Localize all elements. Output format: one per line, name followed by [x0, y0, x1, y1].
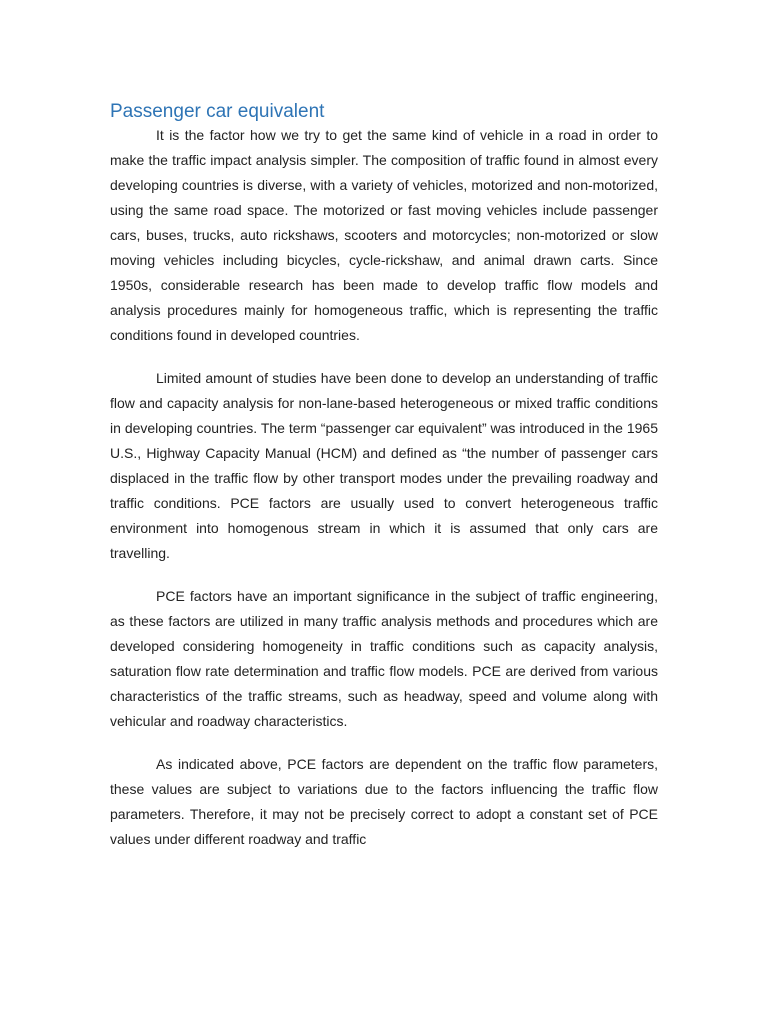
paragraph-4: As indicated above, PCE factors are dependent on the traffic flow parameters, these values are subject to variations due to the factors influencing the traffic flow parameters. Therefore, it may not be precisely correct to adopt a constant set of PCE values under different roadway and traffic [110, 756, 658, 847]
paragraph-1: It is the factor how we try to get the same kind of vehicle in a road in order to make the traffic impact analysis simpler. The composition of traffic found in almost every developing countries is diverse, with a variety of vehicles, motorized and non-motorized, using the same road space. The motorized or fast moving vehicles include passenger cars, buses, trucks, auto rickshaws, scooters and motorcycles; non-motorized or slow moving vehicles including bicycles, cycle-rickshaw, and animal drawn carts. Since 1950s, considerable research has been made to develop traffic flow models and analysis procedures mainly for homogeneous traffic, which is representing the traffic conditions found in developed countries. [110, 127, 658, 343]
paragraph-3: PCE factors have an important significance in the subject of traffic engineering, as these factors are utilized in many traffic analysis methods and procedures which are developed considering homogeneity in traffic conditions such as capacity analysis, saturation flow rate determination and traffic flow models. PCE are derived from various characteristics of the traffic streams, such as headway, speed and volume along with vehicular and roadway characteristics. [110, 588, 658, 729]
document-body [110, 101, 658, 852]
section-heading: Passenger car equivalent [110, 101, 325, 122]
paragraph-2: Limited amount of studies have been done to develop an understanding of traffic flow and capacity analysis for non-lane-based heterogeneous or mixed traffic conditions in developing countries. The term “passenger car equivalent” was introduced in the 1965 U.S., Highway Capacity Manual (HCM) and defined as “the number of passenger cars displaced in the traffic flow by other transport modes under the prevailing roadway and traffic conditions. PCE factors are usually used to convert heterogeneous traffic environment into homogenous stream in which it is assumed that only cars are travelling. [110, 370, 658, 561]
